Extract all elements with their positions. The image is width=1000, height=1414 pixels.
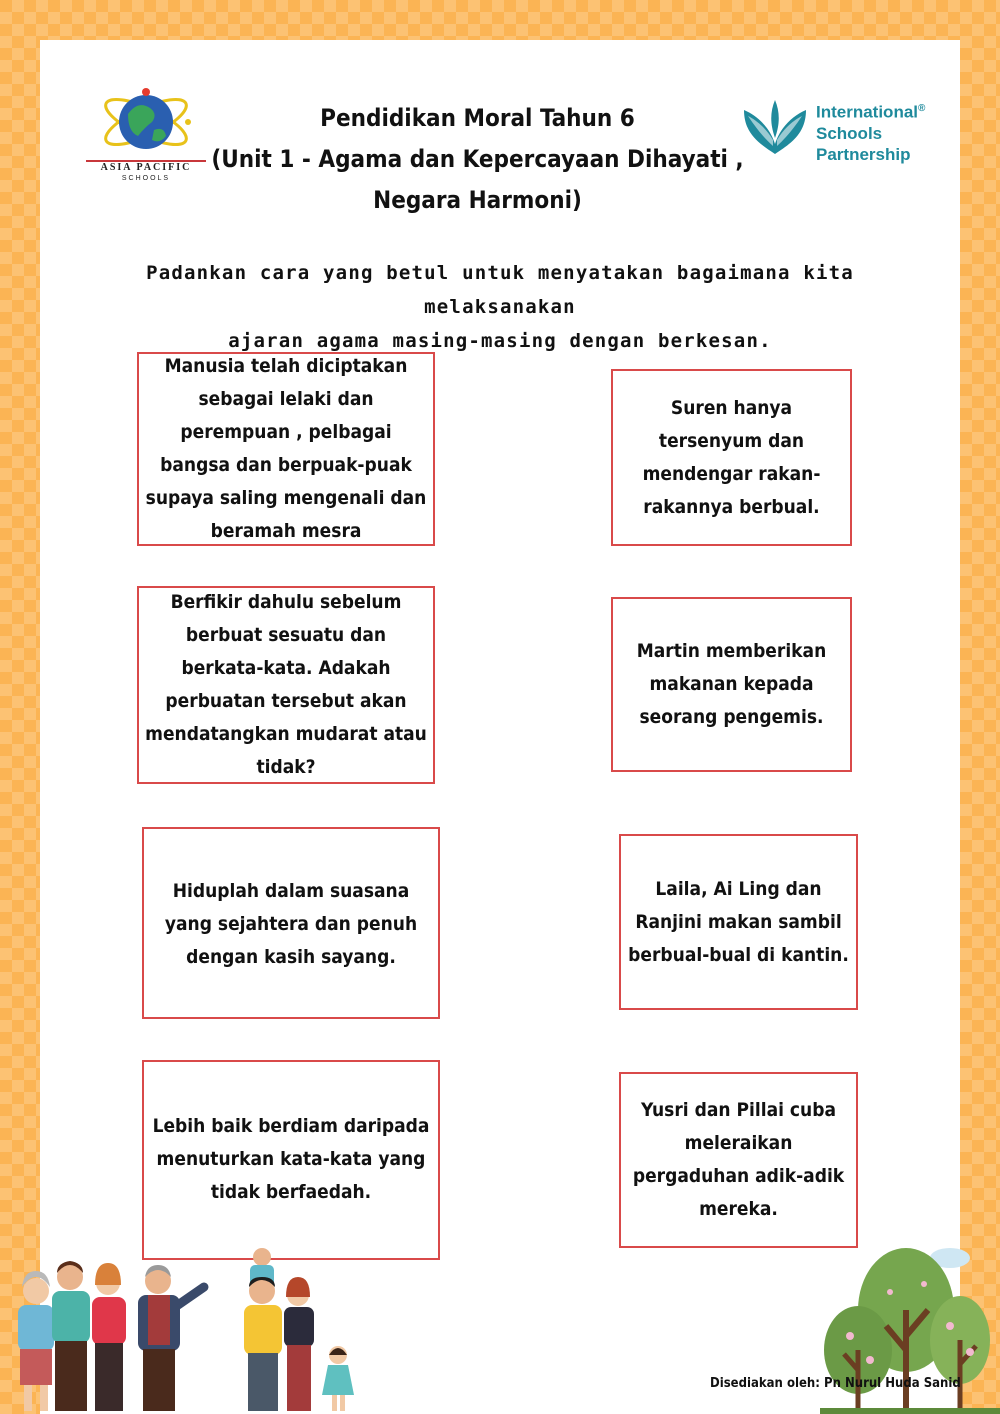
right-card-4[interactable] — [619, 1072, 858, 1248]
right-card-3[interactable] — [619, 834, 858, 1010]
asia-pacific-logo — [84, 84, 208, 184]
left-card-1[interactable] — [137, 352, 435, 546]
right-card-1-text: Suren hanya tersenyum dan mendengar rakan-rakannya berbual. — [642, 396, 821, 518]
left-card-3[interactable] — [142, 827, 440, 1019]
isp-logo — [740, 94, 950, 164]
isp-line-3: Partnership — [816, 144, 911, 164]
left-card-4[interactable] — [142, 1060, 440, 1260]
left-card-3-text: Hiduplah dalam suasana yang sejahtera dan penuh dengan kasih sayang. — [164, 880, 418, 968]
right-card-3-text: Laila, Ai Ling dan Ranjini makan sambil berbual-bual di kantin. — [628, 877, 849, 966]
asia-pacific-sub: SCHOOLS — [121, 175, 171, 182]
asia-pacific-name: ASIA PACIFIC — [100, 162, 192, 173]
instruction-line-2: ajaran agama masing-masing dengan berkesan. — [228, 330, 772, 352]
father-with-child-figure — [244, 1248, 282, 1411]
isp-name — [816, 98, 925, 165]
isp-line-1: International — [816, 102, 919, 122]
left-card-2-text: Berfikir dahulu sebelum berbuat sesuatu dan berkata-kata. Adakah perbuatan tersebut akan mendatangkan mudarat atau tidak? — [145, 591, 427, 778]
girl-figure — [322, 1346, 354, 1411]
title-line-1: Pendidikan Moral Tahun 6 — [320, 104, 635, 132]
man-figure — [52, 1261, 90, 1411]
instruction-line-1: Padankan cara yang betul untuk menyatakan bagaimana kita melaksanakan — [146, 262, 854, 318]
isp-registered-mark: ® — [918, 103, 926, 114]
right-card-1[interactable] — [611, 369, 852, 546]
left-card-2[interactable] — [137, 586, 435, 784]
grandpa-figure — [138, 1265, 204, 1411]
title-line-3: Negara Harmoni) — [373, 186, 582, 214]
author-credit: Disediakan oleh: Pn Nurul Huda Sanid — [710, 1376, 961, 1391]
title-line-2: (Unit 1 - Agama dan Kepercayaan Dihayati , — [211, 145, 744, 173]
mother-figure — [284, 1277, 314, 1411]
family-illustration — [0, 1245, 370, 1414]
isp-line-2: Schools — [816, 123, 883, 143]
grandma-figure — [18, 1271, 54, 1411]
right-card-2[interactable] — [611, 597, 852, 772]
isp-leaf-icon — [740, 94, 810, 160]
right-card-2-text: Martin memberikan makanan kepada seorang pengemis. — [636, 640, 827, 728]
left-card-4-text: Lebih baik berdiam daripada menuturkan kata-kata yang tidak berfaedah. — [152, 1115, 430, 1203]
instructions — [90, 256, 910, 358]
page-title — [200, 98, 755, 221]
woman-figure — [92, 1263, 126, 1411]
left-card-1-text: Manusia telah diciptakan sebagai lelaki dan perempuan , pelbagai bangsa dan berpuak-puak supaya saling mengenali dan beramah mesra — [145, 355, 427, 542]
right-card-4-text: Yusri dan Pillai cuba meleraikan pergaduhan adik-adik mereka. — [632, 1099, 845, 1220]
